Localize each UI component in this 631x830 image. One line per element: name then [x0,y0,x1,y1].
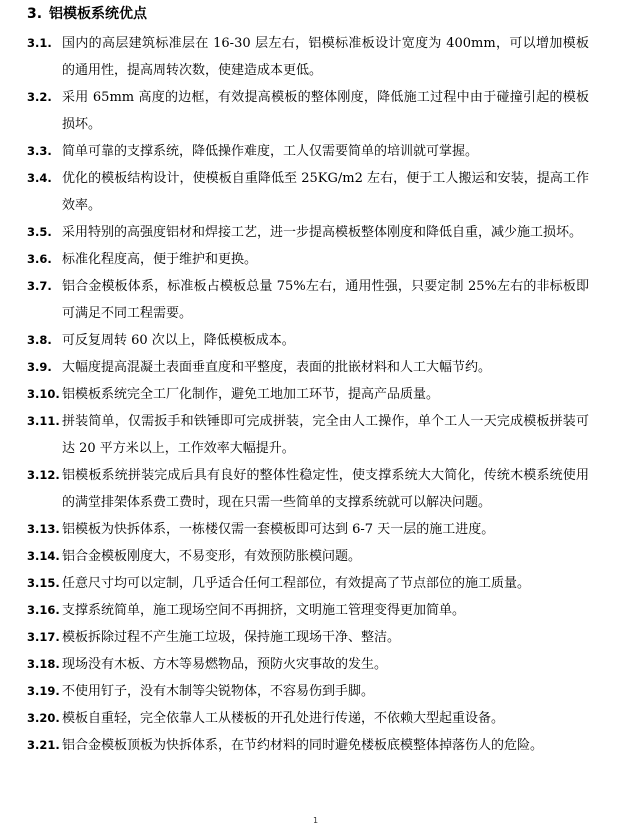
item-number: 3.12. [27,468,60,482]
item-text: 优化的模板结构设计，使模板自重降低至 25KG/m2 左右，便于工人搬运和安装，提高工作效率。 [62,171,589,213]
item-number: 3.20. [27,711,60,725]
item-number: 3.21. [27,738,60,752]
item-number: 3.18. [27,657,60,671]
item-number: 3.8. [27,333,52,347]
item-text: 铝合金模板顶板为快拆体系，在节约材料的同时避免楼板底模整体掉落伤人的危险。 [62,738,544,753]
list-item [0,246,631,273]
item-number: 3.4. [27,171,52,185]
list-item [0,327,631,354]
item-text: 采用特别的高强度铝材和焊接工艺，进一步提高模板整体刚度和降低自重，减少施工损坏。 [62,225,583,240]
numbered-list [0,30,631,759]
list-item [0,30,631,84]
item-number: 3.11. [27,414,60,428]
list-item [0,138,631,165]
item-text: 模板自重轻，完全依靠人工从楼板的开孔处进行传递，不依赖大型起重设备。 [62,711,505,726]
item-number: 3.15. [27,576,60,590]
item-text: 铝合金模板刚度大，不易变形，有效预防胀模问题。 [62,549,362,564]
item-number: 3.5. [27,225,52,239]
item-text: 铝模板为快拆体系，一栋楼仅需一套模板即可达到 6-7 天一层的施工进度。 [62,522,495,537]
list-item [0,624,631,651]
list-item [0,462,631,516]
list-item [0,381,631,408]
list-item [0,273,631,327]
item-number: 3.9. [27,360,52,374]
item-number: 3.2. [27,90,52,104]
item-text: 模板拆除过程不产生施工垃圾，保持施工现场干净、整洁。 [62,630,401,645]
item-text: 现场没有木板、方木等易燃物品，预防火灾事故的发生。 [62,657,388,672]
item-text: 大幅度提高混凝土表面垂直度和平整度，表面的批嵌材料和人工大幅节约。 [62,360,492,375]
list-item [0,408,631,462]
item-text: 国内的高层建筑标准层在 16-30 层左右，铝模标准板设计宽度为 400mm，可以增加模板的通用性，提高周转次数，使建造成本更低。 [62,36,589,78]
item-text: 支撑系统简单，施工现场空间不再拥挤，文明施工管理变得更加简单。 [62,603,466,618]
list-item [0,597,631,624]
item-text: 标准化程度高，便于维护和更换。 [62,252,258,267]
item-number: 3.16. [27,603,60,617]
item-number: 3.14. [27,549,60,563]
item-text: 任意尺寸均可以定制，几乎适合任何工程部位，有效提高了节点部位的施工质量。 [62,576,531,591]
list-item [0,732,631,759]
item-text: 可反复周转 60 次以上，降低模板成本。 [62,333,295,348]
item-number: 3.13. [27,522,60,536]
item-number: 3.19. [27,684,60,698]
list-item [0,354,631,381]
item-text: 铝合金模板体系，标准板占模板总量 75%左右，通用性强，只要定制 25%左右的非标板即可满足不同工程需要。 [62,279,589,321]
list-item [0,516,631,543]
item-text: 不使用钉子，没有木制等尖锐物体，不容易伤到手脚。 [62,684,375,699]
item-number: 3.6. [27,252,52,266]
section-title: 铝模板系统优点 [49,6,147,22]
list-item [0,543,631,570]
item-text: 拼装简单，仅需扳手和铁锤即可完成拼装，完全由人工操作，单个工人一天完成模板拼装可达 20 平方米以上，工作效率大幅提升。 [62,414,589,456]
page-number: 1 [312,816,319,825]
item-number: 3.17. [27,630,60,644]
section-number: 3. [27,6,43,22]
list-item [0,570,631,597]
item-number: 3.10. [27,387,60,401]
list-item [0,219,631,246]
list-item [0,705,631,732]
item-text: 简单可靠的支撑系统，降低操作难度，工人仅需要简单的培训就可掌握。 [62,144,479,159]
item-text: 采用 65mm 高度的边框，有效提高模板的整体刚度，降低施工过程中由于碰撞引起的模板损坏。 [62,90,589,132]
list-item [0,678,631,705]
list-item [0,165,631,219]
item-number: 3.7. [27,279,52,293]
item-text: 铝模板系统拼装完成后具有良好的整体性稳定性，使支撑系统大大简化，传统木模系统使用的满堂排架体系费工费时，现在只需一些简单的支撑系统就可以解决问题。 [62,468,589,510]
section-heading [27,4,147,24]
item-text: 铝模板系统完全工厂化制作，避免工地加工环节，提高产品质量。 [62,387,440,402]
list-item [0,84,631,138]
list-item [0,651,631,678]
item-number: 3.1. [27,36,52,50]
item-number: 3.3. [27,144,52,158]
